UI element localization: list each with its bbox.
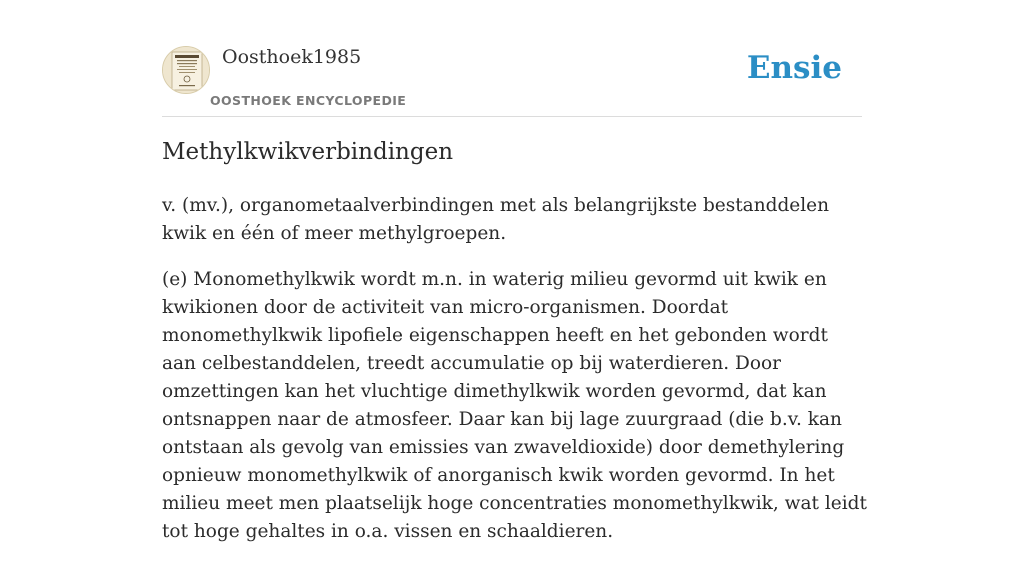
article-title: Methylkwikverbindingen <box>162 139 454 165</box>
article-paragraph-ecology: (e) Monomethylkwik wordt m.n. in waterig milieu gevormd uit kwik en kwikionen door de activiteit van micro-organismen. Doordat monomethylkwik lipofiele eigenschappen heeft en het gebonden wordt aan celbestanddelen, treedt accumulatie op bij waterdieren. Door omzettingen kan het vluchtige dimethylkwik worden gevormd, dat kan ontsnappen naar de atmosfeer. Daar kan bij lage zuurgraad (die b.v. kan ontstaan als gevolg van emissies van zwaveldioxide) door demethylering opnieuw monomethylkwik of anorganisch kwik worden gevormd. In het milieu meet men plaatselijk hoge concentraties monomethylkwik, wat leidt tot hoge gehaltes in o.a. vissen en schaaldieren. <box>162 269 867 542</box>
source-subtitle[interactable]: OOSTHOEK ENCYCLOPEDIE <box>210 93 407 108</box>
source-name[interactable]: Oosthoek1985 <box>222 46 362 68</box>
source-avatar[interactable] <box>162 46 210 94</box>
book-title-page-icon <box>163 47 210 94</box>
source-header <box>162 44 862 117</box>
ensie-logo[interactable]: Ensie <box>746 50 842 86</box>
article-paragraph-definition: v. (mv.), organometaalverbindingen met als belangrijkste bestanddelen kwik en één of meer methylgroepen. <box>162 195 830 244</box>
article-body <box>162 192 867 564</box>
